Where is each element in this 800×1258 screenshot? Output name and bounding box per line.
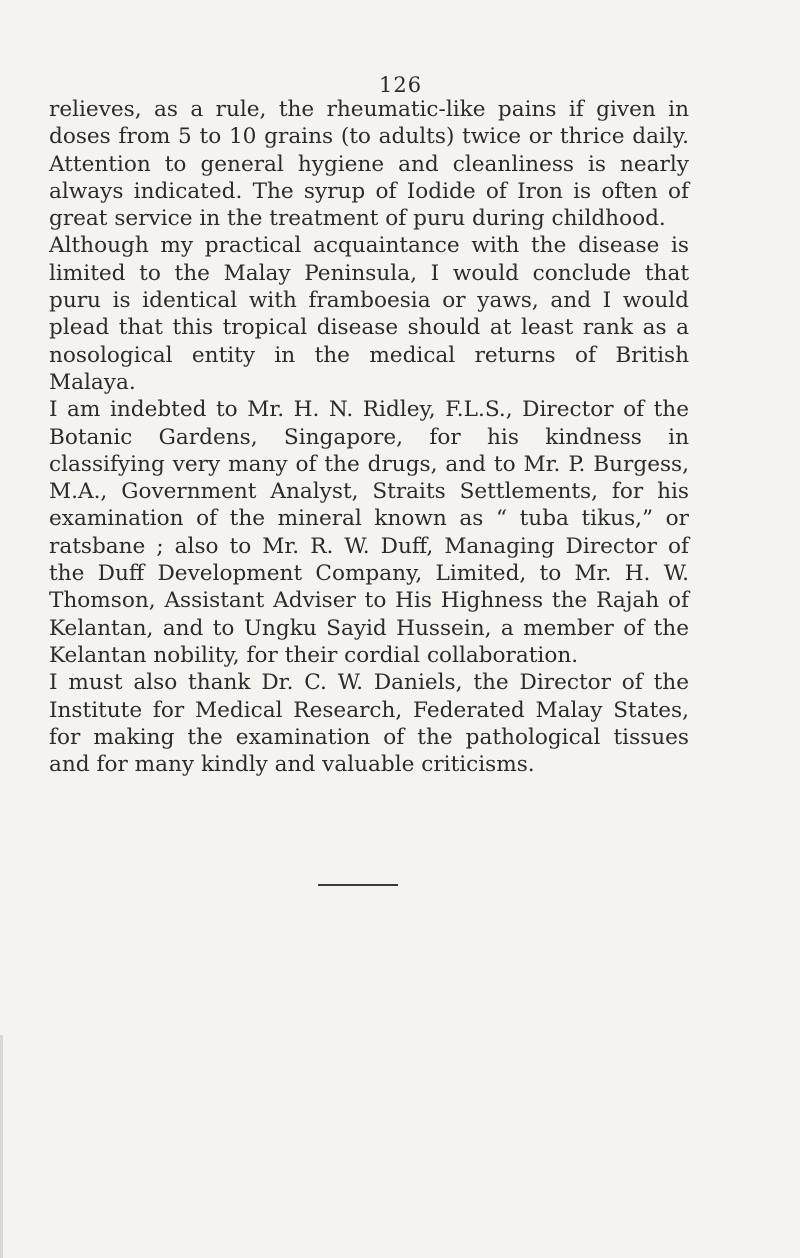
body-text bbox=[49, 96, 689, 778]
section-end-rule bbox=[318, 884, 398, 886]
page-number: 126 bbox=[379, 73, 423, 97]
paragraph-4: I must also thank Dr. C. W. Daniels, the Director of the Institute for Medical Research, Federated Malay States, for making the examination of the pathological tissues and for many kindly and valuable criticisms. bbox=[49, 670, 689, 778]
paragraph-2: Although my practical acquaintance with the disease is limited to the Malay Peninsula, I would conclude that puru is identical with framboesia or yaws, and I would plead that this tropical disease should at least rank as a nosological entity in the medical returns of British Malaya. bbox=[49, 233, 689, 395]
paragraph-3: I am indebted to Mr. H. N. Ridley, F.L.S., Director of the Botanic Gardens, Singapore, for his kindness in classifying very many of the drugs, and to Mr. P. Burgess, M.A., Government Analyst, Straits Settlements, for his examination of the mineral known as “ tuba tikus,” or ratsbane ; also to Mr. R. W. Duff, Managing Director of the Duff Development Company, Limited, to Mr. H. W. Thomson, Assistant Adviser to His Highness the Rajah of Kelantan, and to Ungku Sayid Hussein, a member of the Kelantan nobility, for their cordial collaboration. bbox=[49, 397, 689, 668]
paragraph-1: relieves, as a rule, the rheumatic-like pains if given in doses from 5 to 10 grains (to adults) twice or thrice daily. Attention to general hygiene and cleanliness is nearly always indicated. The syrup of Iodide of Iron is often of great service in the treatment of puru during childhood. bbox=[49, 97, 689, 232]
page-edge-shadow bbox=[0, 1035, 3, 1258]
